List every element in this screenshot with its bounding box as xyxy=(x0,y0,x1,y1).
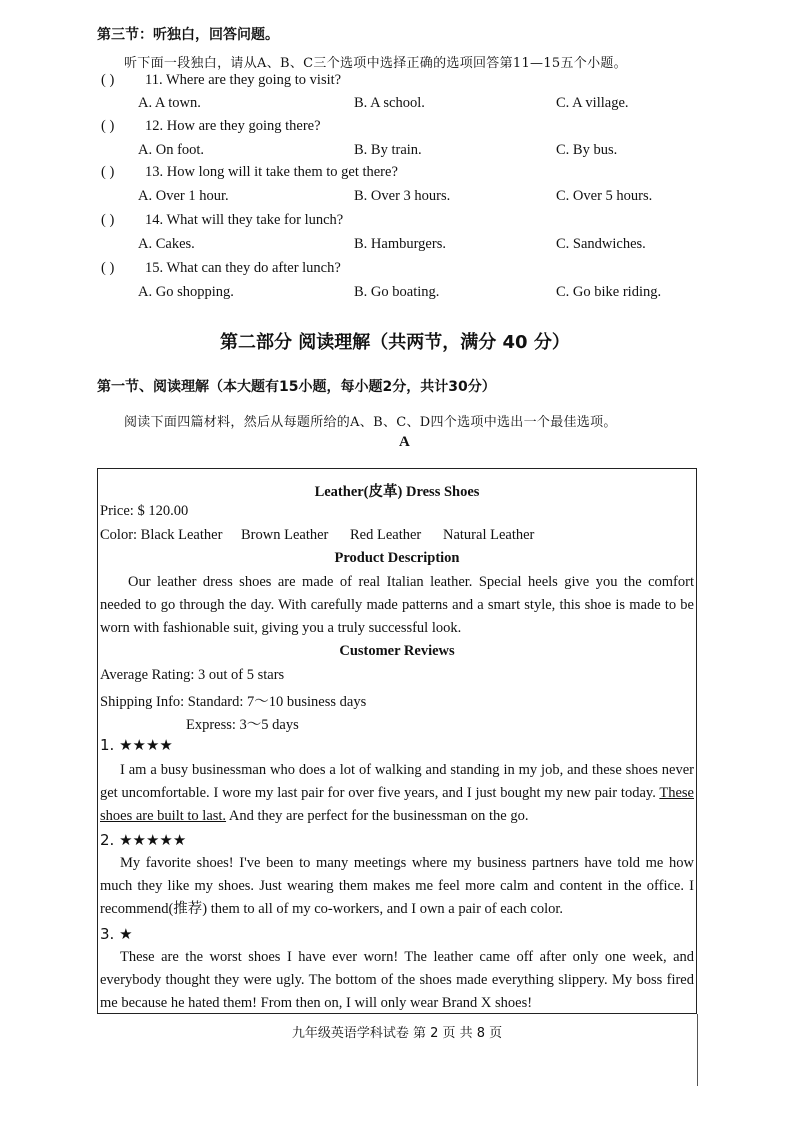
underlined-sentence: These shoes are built to last. xyxy=(100,785,694,824)
option-a: A. Cakes. xyxy=(138,236,195,252)
passage-label: A xyxy=(399,434,410,450)
page-footer: 九年级英语学科试卷 第 2 页 共 8 页 xyxy=(291,1026,503,1041)
part2-title: 第二部分 阅读理解（共两节，满分 40 分） xyxy=(220,332,570,353)
review-2-label: 2. ★★★★★ xyxy=(100,831,187,849)
reviews-heading: Customer Reviews xyxy=(339,643,455,659)
option-c: C. Over 5 hours. xyxy=(556,188,653,204)
option-c: C. Go bike riding. xyxy=(556,284,662,300)
answer-paren[interactable]: ( ) xyxy=(101,212,115,228)
shipping-standard: Shipping Info: Standard: 7～10 business days xyxy=(100,694,367,710)
description-heading: Product Description xyxy=(334,550,460,566)
review-3-text: These are the worst shoes I have ever worn! The leather came off after only one week, and everybody thought they were ugly. The bottom of the shoes made everything slippery. My boss fired me because he hated them! From then on, I will only wear Brand X shoes! xyxy=(100,949,694,1011)
section3-title: 第三节：听独白，回答问题。 xyxy=(97,27,279,43)
reading-instruction: 阅读下面四篇材料，然后从每题所给的A、B、C、D四个选项中选出一个最佳选项。 xyxy=(124,415,617,430)
question-12: 12. How are they going there? xyxy=(145,118,321,134)
option-a: A. Go shopping. xyxy=(138,284,234,300)
option-b: B. Hamburgers. xyxy=(354,236,446,252)
answer-paren[interactable]: ( ) xyxy=(101,260,115,276)
reading-section-title: 第一节、阅读理解（本大题有15小题，每小题2分，共计30分） xyxy=(97,379,496,395)
review-1-text xyxy=(100,759,694,828)
option-b: B. By train. xyxy=(354,142,422,158)
option-b: B. Go boating. xyxy=(354,284,440,300)
color-brown: Brown Leather xyxy=(241,527,329,543)
option-a: A. On foot. xyxy=(138,142,205,158)
answer-paren[interactable]: ( ) xyxy=(101,118,115,134)
question-11: 11. Where are they going to visit? xyxy=(145,72,342,88)
review-3-label: 3. ★ xyxy=(100,925,133,943)
option-b: B. Over 3 hours. xyxy=(354,188,451,204)
option-c: C. A village. xyxy=(556,95,629,111)
option-c: C. Sandwiches. xyxy=(556,236,646,252)
color-line: Color: Black Leather xyxy=(100,527,223,543)
option-a: A. Over 1 hour. xyxy=(138,188,229,204)
option-b: B. A school. xyxy=(354,95,425,111)
shipping-express: Express: 3～5 days xyxy=(186,717,299,733)
review-2-text: My favorite shoes! I've been to many meetings where my business partners have told me how much they like my shoes. Just wearing them makes me feel more calm and content in the office. I recommend(推荐) them to all of my co-workers, and I own a pair of each color. xyxy=(100,855,694,917)
section3-instruction: 听下面一段独白，请从A、B、C三个选项中选择正确的选项回答第11—15五个小题。 xyxy=(124,56,627,71)
color-natural: Natural Leather xyxy=(443,527,535,543)
review-1-text-end: And they are perfect for the businessman on the go. xyxy=(226,808,529,824)
product-price: Price: $ 120.00 xyxy=(100,503,189,519)
question-14: 14. What will they take for lunch? xyxy=(145,212,344,228)
color-red: Red Leather xyxy=(350,527,422,543)
option-c: C. By bus. xyxy=(556,142,618,158)
option-a: A. A town. xyxy=(138,95,201,111)
question-13: 13. How long will it take them to get there? xyxy=(145,164,398,180)
product-title: Leather(皮革) Dress Shoes xyxy=(314,484,480,500)
answer-paren[interactable]: ( ) xyxy=(101,164,115,180)
average-rating: Average Rating: 3 out of 5 stars xyxy=(100,667,285,683)
review-1-text-main: I am a busy businessman who does a lot of walking and standing in my job, and these shoes never get uncomfortable. I wore my last pair for over five years, and I just bought my new pair today. xyxy=(100,762,694,801)
question-15: 15. What can they do after lunch? xyxy=(145,260,341,276)
review-1-label: 1. ★★★★ xyxy=(100,736,173,754)
answer-paren[interactable]: ( ) xyxy=(101,72,115,88)
product-description: Our leather dress shoes are made of real Italian leather. Special heels give you the comfort needed to go through the day. With carefully made patterns and a smart style, this shoe is made to be worn with fashionable suit, giving you a truly successful look. xyxy=(100,574,694,636)
scan-edge-line xyxy=(697,1014,698,1086)
